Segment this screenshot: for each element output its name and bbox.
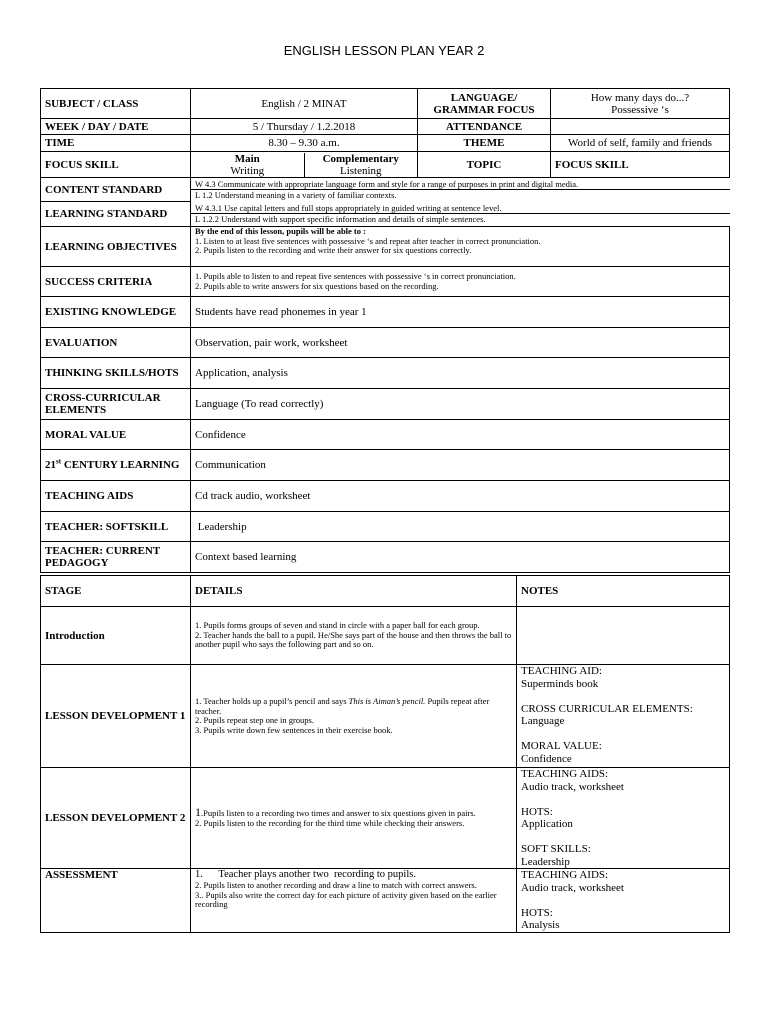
assessment-note: TEACHING AIDS: bbox=[521, 869, 609, 881]
lesson-standards-table bbox=[40, 177, 730, 573]
learning-standard-2: L 1.2.2 Understand with support specific information and details of simple sentences. bbox=[191, 213, 730, 224]
focus-skill-row bbox=[41, 152, 730, 178]
development-1-note bbox=[521, 728, 725, 741]
development-1-step-3: 3. Pupils write down few sentences in their exercise book. bbox=[195, 724, 393, 735]
assessment-note: Audio track, worksheet bbox=[521, 881, 624, 894]
details-header: DETAILS bbox=[191, 576, 517, 607]
content-standard-row bbox=[41, 178, 730, 202]
development-1-notes bbox=[517, 665, 730, 768]
existing-row bbox=[41, 297, 730, 328]
objectives-2: 2. Pupils listen to the recording and write their answer for six questions correctly. bbox=[195, 245, 472, 255]
aids-label: TEACHING AIDS bbox=[41, 481, 191, 512]
thinking-label: THINKING SKILLS/HOTS bbox=[41, 358, 191, 389]
learning-standard-label: LEARNING STANDARD bbox=[41, 202, 191, 227]
success-label: SUCCESS CRITERIA bbox=[41, 267, 191, 297]
development-1-label: LESSON DEVELOPMENT 1 bbox=[41, 665, 191, 768]
assessment-notes bbox=[517, 869, 730, 933]
introduction-label: Introduction bbox=[41, 607, 191, 665]
assessment-details bbox=[191, 869, 517, 933]
subject-label: SUBJECT / CLASS bbox=[41, 89, 191, 119]
softskill-value: Leadership bbox=[191, 512, 730, 542]
development-1-note: CROSS CURRICULAR ELEMENTS: bbox=[521, 702, 693, 715]
stage-header: STAGE bbox=[41, 576, 191, 607]
attendance-label: ATTENDANCE bbox=[418, 119, 551, 135]
assessment-step-1: 1. Teacher plays another two recording to pupils. bbox=[195, 869, 416, 880]
topic-label: TOPIC bbox=[418, 152, 551, 178]
development-1-note: TEACHING AID: bbox=[521, 665, 602, 677]
development-2-notes bbox=[517, 768, 730, 869]
development-2-note: Application bbox=[521, 818, 573, 830]
moral-label: MORAL VALUE bbox=[41, 420, 191, 450]
development-2-row bbox=[41, 768, 730, 869]
lesson-info-table bbox=[40, 88, 730, 178]
development-2-note: HOTS: bbox=[521, 805, 553, 818]
focus-skill-label: FOCUS SKILL bbox=[41, 152, 191, 178]
theme-label: THEME bbox=[418, 135, 551, 152]
thinking-row bbox=[41, 358, 730, 389]
assessment-step-2: 2. Pupils listen to another recording and draw a line to match with correct answers. bbox=[195, 880, 477, 890]
main-skill bbox=[191, 153, 304, 177]
grammar-value-line-2: Possessive ‘s bbox=[611, 103, 669, 116]
development-1-note: Superminds book bbox=[521, 677, 599, 690]
existing-value: Students have read phonemes in year 1 bbox=[191, 297, 730, 328]
development-1-note: MORAL VALUE: bbox=[521, 740, 602, 752]
evaluation-value: Observation, pair work, worksheet bbox=[191, 328, 730, 358]
century-value: Communication bbox=[191, 450, 730, 481]
development-2-note: Audio track, worksheet bbox=[521, 780, 624, 793]
objectives-intro: By the end of this lesson, pupils will be able to : bbox=[195, 226, 366, 236]
content-standard-2: L 1.2 Understand meaning in a variety of familiar contexts. bbox=[191, 189, 730, 200]
learning-standard-value bbox=[191, 202, 730, 227]
time-value: 8.30 – 9.30 a.m. bbox=[191, 135, 418, 152]
development-2-details bbox=[191, 768, 517, 869]
complementary-skill-value: Listening bbox=[339, 164, 382, 177]
pedagogy-row bbox=[41, 542, 730, 573]
time-label: TIME bbox=[41, 135, 191, 152]
assessment-note: Analysis bbox=[521, 919, 560, 931]
content-standard-1: W 4.3 Communicate with appropriate language form and style for a range of purposes in print and digital media. bbox=[195, 179, 579, 189]
objectives-1: 1. Listen to at least five sentences with possessive ‘s and repeat after teacher in correct pronunciation. bbox=[195, 235, 541, 246]
week-value: 5 / Thursday / 1.2.2018 bbox=[191, 119, 418, 135]
attendance-value bbox=[551, 119, 730, 135]
content-standard-label: CONTENT STANDARD bbox=[41, 178, 191, 202]
assessment-row bbox=[41, 869, 730, 933]
pedagogy-value: Context based learning bbox=[191, 542, 730, 573]
objectives-value bbox=[191, 227, 730, 267]
century-row bbox=[41, 450, 730, 481]
document-title: ENGLISH LESSON PLAN YEAR 2 bbox=[283, 43, 485, 58]
introduction-details bbox=[191, 607, 517, 665]
introduction-step-2: 2. Teacher hands the ball to a pupil. He/She says part of the house and then throws the ball to another pupil who says the following part and so on. bbox=[195, 629, 512, 650]
development-1-details bbox=[191, 665, 517, 768]
development-1-row bbox=[41, 665, 730, 768]
learning-standard-row bbox=[41, 202, 730, 227]
complementary-skill bbox=[304, 153, 418, 177]
pedagogy-label: TEACHER: CURRENT PEDAGOGY bbox=[41, 542, 191, 573]
success-row bbox=[41, 267, 730, 297]
existing-label: EXISTING KNOWLEDGE bbox=[41, 297, 191, 328]
moral-value: Confidence bbox=[191, 420, 730, 450]
introduction-notes bbox=[517, 607, 730, 665]
development-2-note: SOFT SKILLS: bbox=[521, 843, 591, 855]
introduction-row bbox=[41, 607, 730, 665]
focus-skill-label-2: FOCUS SKILL bbox=[551, 152, 730, 178]
grammar-value-line-1: How many days do...? bbox=[590, 91, 690, 104]
development-2-label: LESSON DEVELOPMENT 2 bbox=[41, 768, 191, 869]
aids-value: Cd track audio, worksheet bbox=[191, 481, 730, 512]
aids-row bbox=[41, 481, 730, 512]
subject-value: English / 2 MINAT bbox=[191, 89, 418, 119]
evaluation-label: EVALUATION bbox=[41, 328, 191, 358]
assessment-note bbox=[521, 894, 725, 907]
introduction-step-1: 1. Pupils forms groups of seven and stand in circle with a paper ball for each group. bbox=[195, 620, 480, 631]
development-2-note bbox=[521, 831, 725, 844]
time-row bbox=[41, 135, 730, 152]
objectives-label: LEARNING OBJECTIVES bbox=[41, 227, 191, 267]
success-1: 1. Pupils able to listen to and repeat five sentences with possessive ‘s in correct pronunciation. bbox=[195, 271, 516, 281]
learning-standard-1: W 4.3.1 Use capital letters and full stops appropriately in guided writing at sentence level. bbox=[195, 203, 502, 214]
skill-split-cell bbox=[191, 152, 418, 178]
development-2-note bbox=[521, 793, 725, 806]
objectives-row bbox=[41, 227, 730, 267]
development-2-note: TEACHING AIDS: bbox=[521, 768, 609, 780]
main-skill-value: Writing bbox=[230, 164, 265, 177]
week-row bbox=[41, 119, 730, 135]
development-1-note bbox=[521, 690, 725, 703]
development-1-note: Language bbox=[521, 715, 565, 727]
development-2-note: Leadership bbox=[521, 855, 570, 868]
thinking-value: Application, analysis bbox=[191, 358, 730, 389]
week-label: WEEK / DAY / DATE bbox=[41, 119, 191, 135]
notes-header: NOTES bbox=[517, 576, 730, 607]
assessment-note: HOTS: bbox=[521, 906, 553, 919]
main-skill-label: Main bbox=[234, 152, 260, 165]
development-1-note: Confidence bbox=[521, 752, 572, 765]
development-1-step-1: 1. Teacher holds up a pupil’s pencil and says This is Aiman’s pencil. Pupils repeat after teacher. bbox=[195, 696, 490, 716]
success-2: 2. Pupils able to write answers for six questions based on the recording. bbox=[195, 280, 439, 291]
success-value bbox=[191, 267, 730, 297]
development-1-step-2: 2. Pupils repeat step one in groups. bbox=[195, 715, 314, 725]
content-standard-value bbox=[191, 178, 730, 202]
evaluation-row bbox=[41, 328, 730, 358]
moral-row bbox=[41, 420, 730, 450]
century-label: 21st CENTURY LEARNING bbox=[41, 450, 191, 481]
development-2-step-1: 1.Pupils listen to a recording two times and answer to six questions given in pairs. bbox=[195, 805, 476, 819]
assessment-step-3: 3.. Pupils also write the correct day for each picture of activity given based on the earlier recording bbox=[195, 889, 497, 909]
development-2-step-2: 2. Pupils listen to the recording for the third time while checking their answers. bbox=[195, 817, 465, 828]
cross-label: CROSS-CURRICULAR ELEMENTS bbox=[41, 389, 191, 420]
cross-value: Language (To read correctly) bbox=[191, 389, 730, 420]
cross-row bbox=[41, 389, 730, 420]
softskill-row bbox=[41, 512, 730, 542]
subject-row bbox=[41, 89, 730, 119]
assessment-label: ASSESSMENT bbox=[41, 869, 191, 933]
stage-header-row bbox=[41, 576, 730, 607]
grammar-value bbox=[551, 89, 730, 119]
theme-value: World of self, family and friends bbox=[551, 135, 730, 152]
lesson-stages-table bbox=[40, 575, 730, 933]
complementary-skill-label: Complementary bbox=[322, 152, 399, 165]
softskill-label: TEACHER: SOFTSKILL bbox=[41, 512, 191, 542]
grammar-label: LANGUAGE/ GRAMMAR FOCUS bbox=[418, 89, 551, 119]
